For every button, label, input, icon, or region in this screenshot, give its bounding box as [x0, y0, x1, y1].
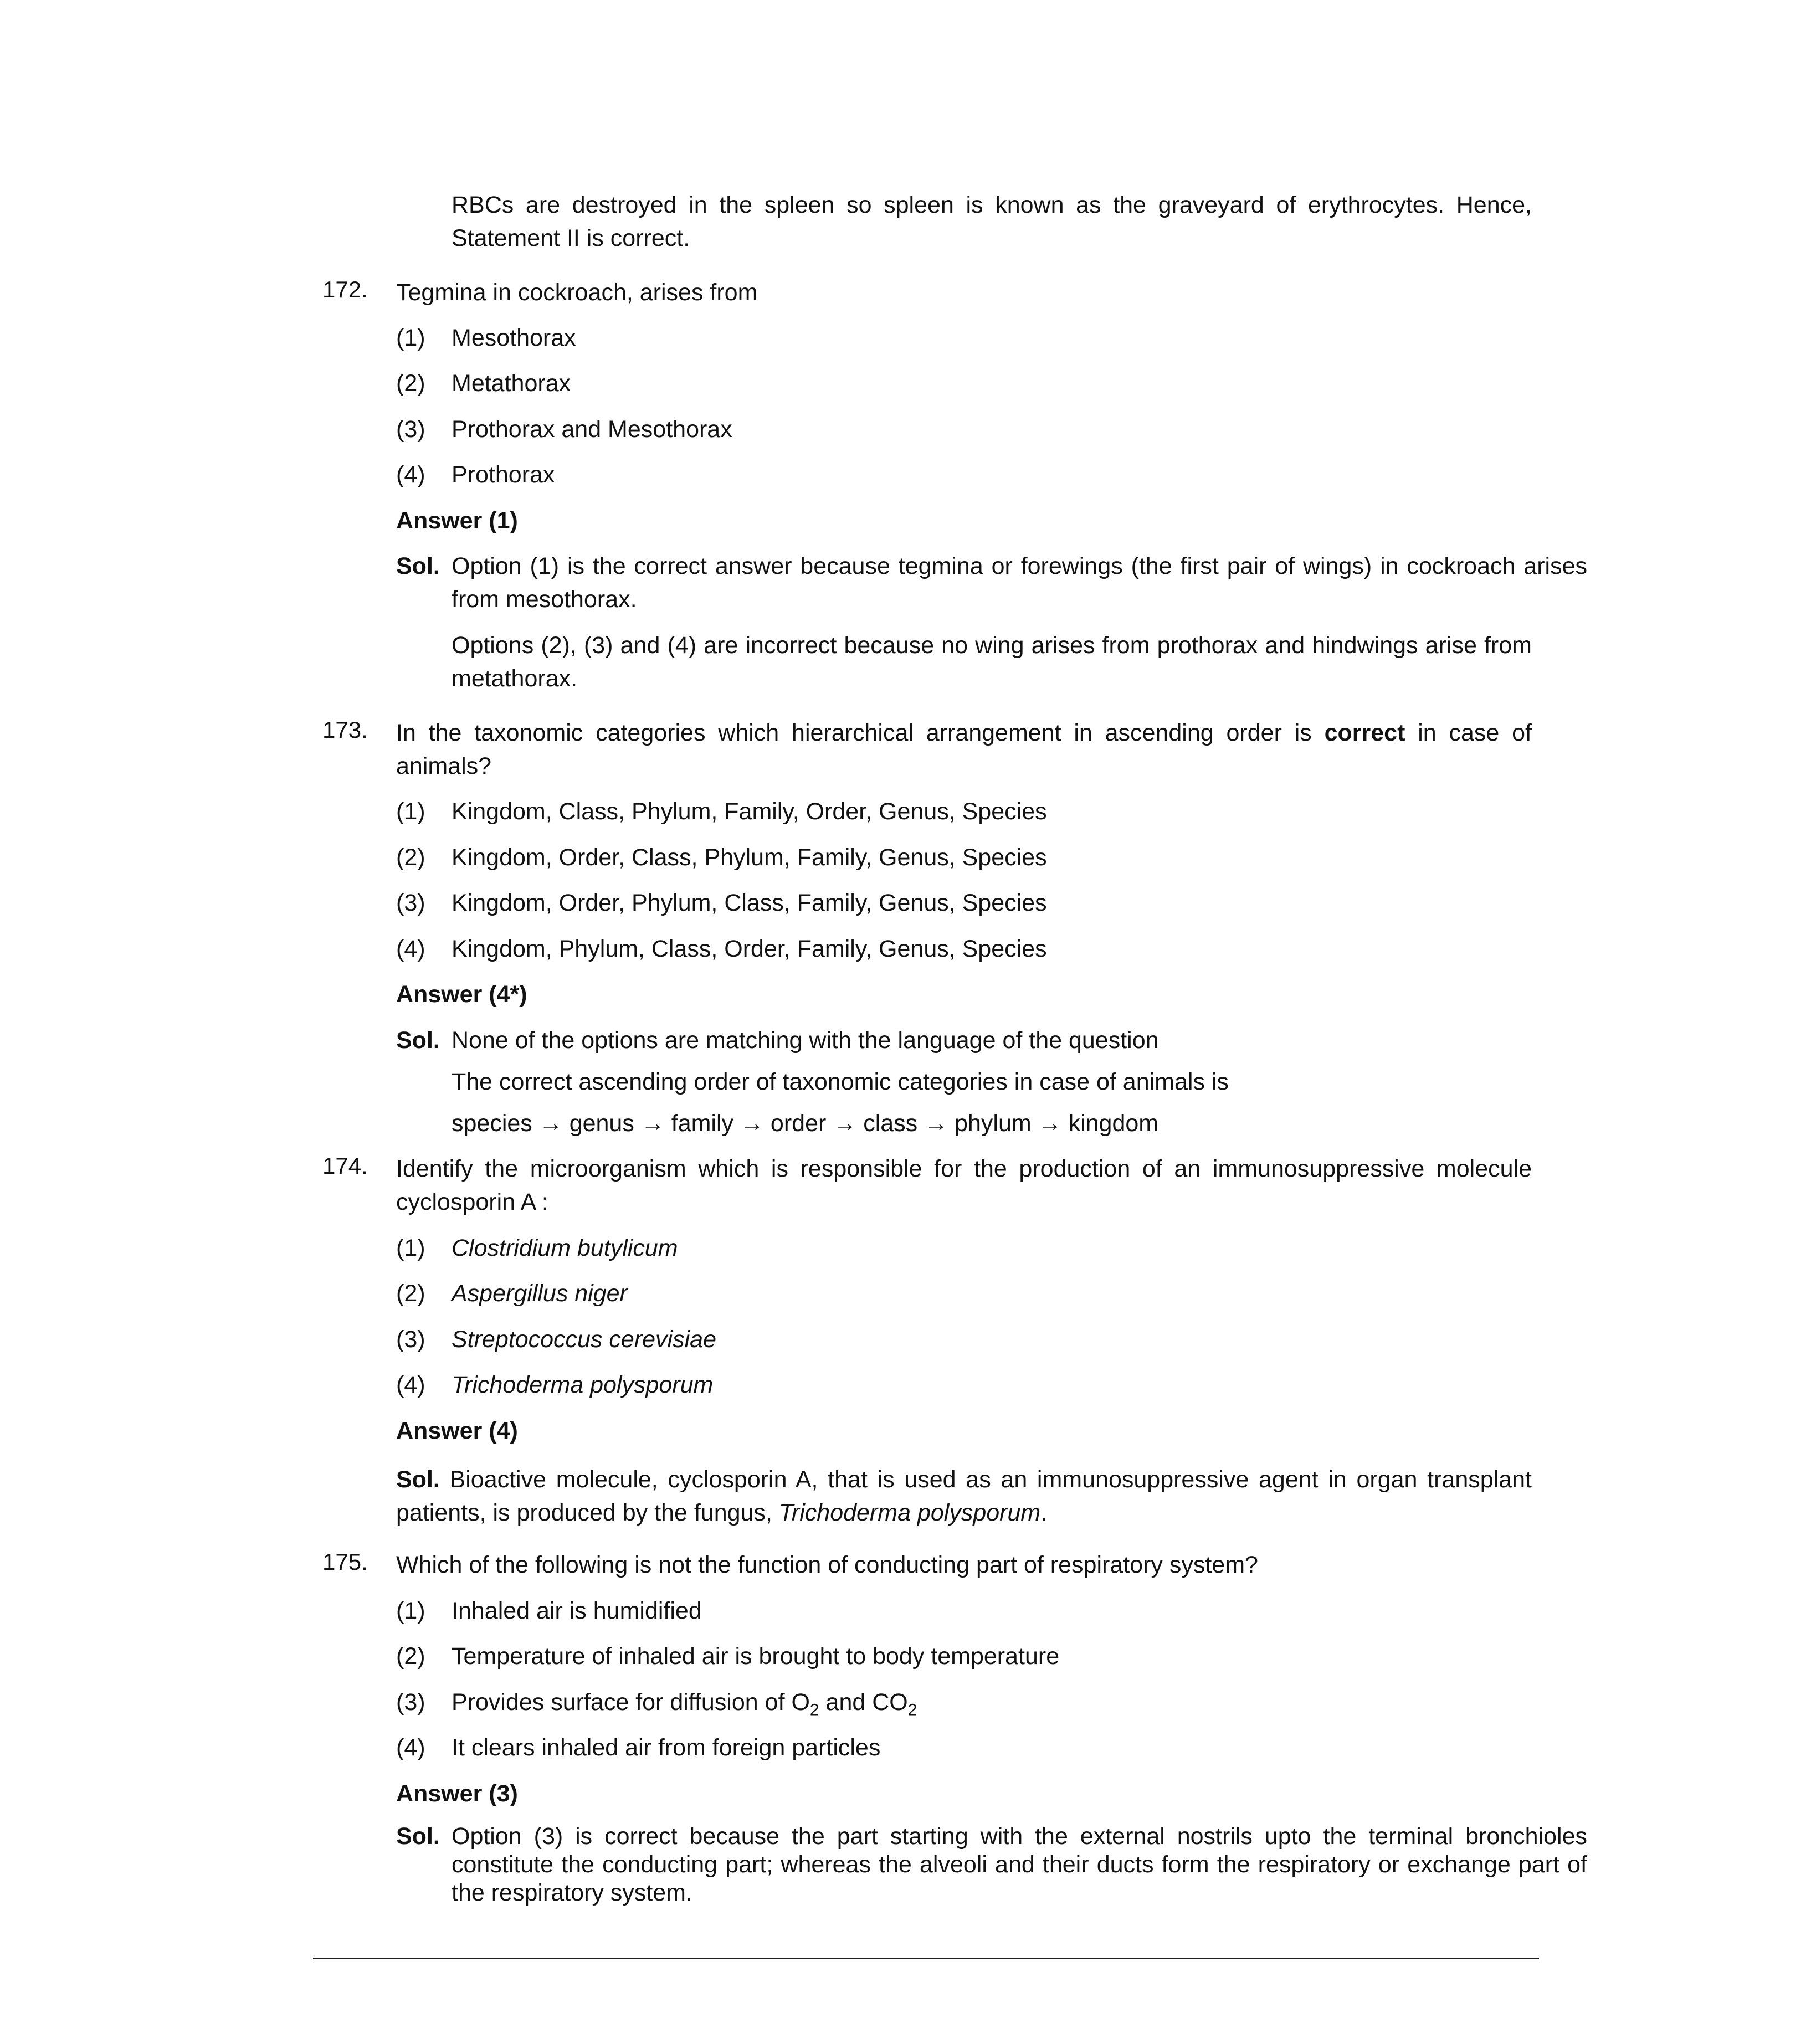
- option-text-part: and CO: [819, 1689, 908, 1716]
- option-number: (2): [396, 370, 425, 397]
- option-text: Metathorax: [452, 370, 571, 397]
- option-text-part: Provides surface for diffusion of O: [452, 1689, 810, 1716]
- answer-172: Answer (1): [396, 507, 518, 534]
- option-number: (1): [396, 798, 425, 825]
- question-text-174: Identify the microorganism which is responsible for the production of an immunosuppressive molecule cyclosporin A :: [396, 1155, 1532, 1215]
- option-175-3: [396, 1686, 1532, 1727]
- option-174-1: [396, 1231, 1532, 1265]
- option-173-1: [396, 795, 1532, 828]
- option-text: Temperature of inhaled air is brought to body temperature: [452, 1643, 1060, 1670]
- option-number: (1): [396, 1598, 425, 1624]
- option-number: (4): [396, 1734, 425, 1761]
- option-number: (1): [396, 1235, 425, 1261]
- option-text: Streptococcus cerevisiae: [452, 1326, 716, 1353]
- option-text: Prothorax and Mesothorax: [452, 416, 732, 443]
- question-text-part: in case of animals?: [396, 720, 1532, 779]
- solution-172-paragraph-2: Options (2), (3) and (4) are incorrect because no wing arises from prothorax and hindwings arise from metathorax.: [452, 632, 1532, 692]
- option-174-4: [396, 1368, 1532, 1401]
- option-174-3: [396, 1323, 1532, 1356]
- solution-173-paragraph-3: species → genus → family → order → class → phylum → kingdom: [452, 1110, 1159, 1137]
- option-175-4: [396, 1731, 1532, 1764]
- option-text: Kingdom, Class, Phylum, Family, Order, Genus, Species: [452, 798, 1047, 825]
- option-text: Prothorax: [452, 461, 555, 488]
- option-175-2: [396, 1640, 1532, 1673]
- solution-label: Sol.: [396, 1823, 440, 1850]
- option-text: Inhaled air is humidified: [452, 1598, 702, 1624]
- solution-end: .: [1040, 1499, 1048, 1526]
- solution-label: Sol.: [396, 1466, 440, 1493]
- option-number: (1): [396, 325, 425, 351]
- solution-175: [396, 1822, 1587, 1907]
- solution-173-paragraph-2: The correct ascending order of taxonomic categories in case of animals is: [452, 1069, 1229, 1095]
- option-number: (3): [396, 416, 425, 443]
- option-number: (3): [396, 1689, 425, 1716]
- option-172-2: [396, 367, 1532, 400]
- option-text: Trichoderma polysporum: [452, 1372, 714, 1398]
- option-text: Kingdom, Order, Class, Phylum, Family, Genus, Species: [452, 844, 1047, 871]
- option-172-4: [396, 458, 1532, 491]
- solution-text: Option (3) is correct because the part starting with the external nostrils upto the terminal bronchioles constitute the conducting part; whereas the alveoli and their ducts form the respiratory or exchange part of the respiratory system.: [452, 1823, 1587, 1906]
- subscript: 2: [907, 1701, 917, 1719]
- option-text: Mesothorax: [452, 325, 576, 351]
- solution-text: None of the options are matching with the language of the question: [452, 1027, 1159, 1054]
- option-text: [452, 1689, 917, 1719]
- intro-paragraph: RBCs are destroyed in the spleen so spleen is known as the graveyard of erythrocytes. Hence, Statement II is correct.: [452, 192, 1532, 251]
- answer-173: Answer (4*): [396, 981, 527, 1008]
- solution-174: [396, 1463, 1532, 1529]
- answer-174: Answer (4): [396, 1418, 518, 1444]
- option-173-3: [396, 886, 1532, 920]
- question-text-173: [396, 716, 1532, 783]
- question-text-172: Tegmina in cockroach, arises from: [396, 279, 758, 306]
- option-172-3: [396, 413, 1532, 446]
- option-172-1: [396, 321, 1532, 355]
- option-174-2: [396, 1277, 1532, 1310]
- option-text: Kingdom, Phylum, Class, Order, Family, Genus, Species: [452, 936, 1047, 962]
- option-number: (2): [396, 1643, 425, 1670]
- question-number-173: 173.: [322, 717, 368, 743]
- option-text: It clears inhaled air from foreign particles: [452, 1734, 881, 1761]
- option-text: Aspergillus niger: [452, 1280, 628, 1307]
- question-number-174: 174.: [322, 1153, 368, 1179]
- question-number-175: 175.: [322, 1549, 368, 1575]
- option-text: Clostridium butylicum: [452, 1235, 678, 1261]
- option-number: (3): [396, 1326, 425, 1353]
- footer-divider: [313, 1958, 1539, 1959]
- question-number-172: 172.: [322, 276, 368, 302]
- solution-173: [396, 1024, 1587, 1057]
- question-text-175: Which of the following is not the function of conducting part of respiratory system?: [396, 1552, 1258, 1578]
- option-173-4: [396, 932, 1532, 965]
- subscript: 2: [809, 1701, 819, 1719]
- answer-175: Answer (3): [396, 1780, 518, 1807]
- question-text-part: In the taxonomic categories which hierarchical arrangement in ascending order is: [396, 720, 1325, 746]
- solution-172: [396, 549, 1587, 616]
- option-number: (4): [396, 1372, 425, 1398]
- solution-organism: Trichoderma polysporum: [778, 1499, 1041, 1526]
- solution-text: Option (1) is the correct answer because tegmina or forewings (the first pair of wings) in cockroach arises from mesothorax.: [452, 553, 1587, 613]
- solution-label: Sol.: [396, 553, 440, 579]
- option-number: (4): [396, 461, 425, 488]
- solution-label: Sol.: [396, 1027, 440, 1054]
- option-number: (2): [396, 1280, 425, 1307]
- solution-text: Bioactive molecule, cyclosporin A, that is used as an immunosuppressive agent in organ transplant patients, is produced by the fungus,: [396, 1466, 1532, 1526]
- question-text-emphasis: correct: [1324, 720, 1405, 746]
- option-number: (2): [396, 844, 425, 871]
- option-text: Kingdom, Order, Phylum, Class, Family, Genus, Species: [452, 890, 1047, 916]
- option-number: (4): [396, 936, 425, 962]
- option-173-2: [396, 841, 1532, 874]
- option-number: (3): [396, 890, 425, 916]
- option-175-1: [396, 1594, 1532, 1627]
